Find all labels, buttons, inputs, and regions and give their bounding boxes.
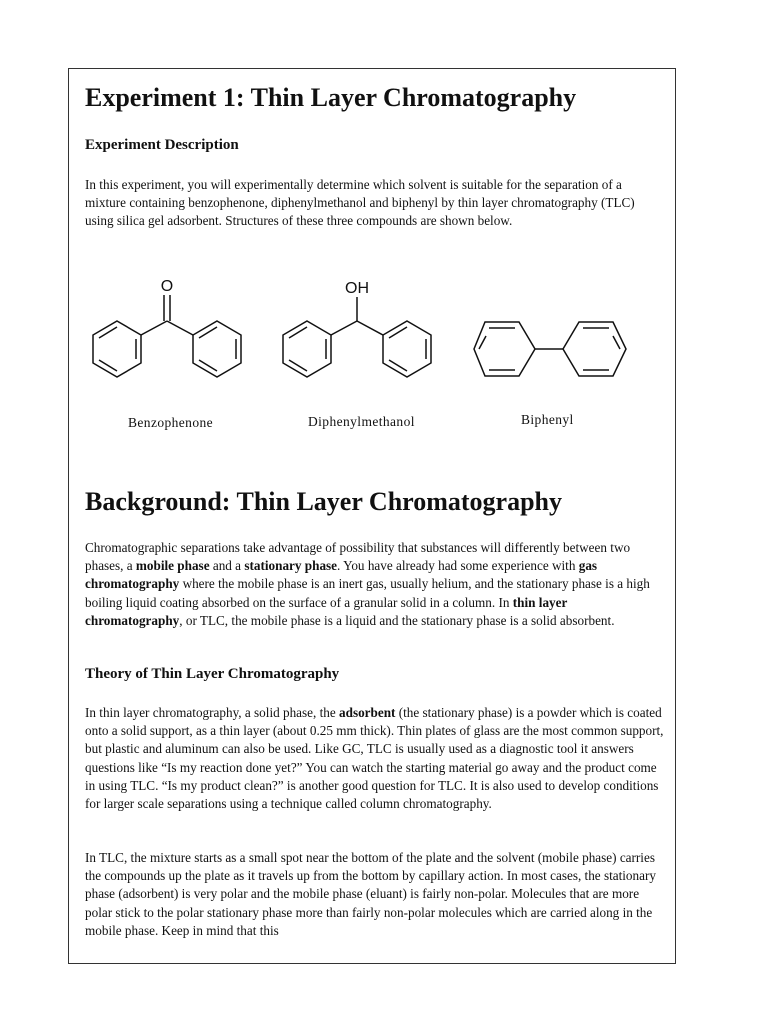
benzophenone-structure	[89, 279, 261, 389]
thin-layer-chromatography-term: thin layer chromatography	[85, 594, 568, 628]
experiment-description-heading: Experiment Description	[85, 137, 239, 153]
text-run: In thin layer chromatography, a solid phase, the	[85, 705, 340, 720]
experiment-title: Experiment 1: Thin Layer Chromatography	[85, 83, 577, 112]
theory-paragraph-2: In TLC, the mixture starts as a small spot near the bottom of the plate and the solvent (mobile phase) carries the compounds up the plate as it travels up from the bottom by capillary action. In most cases, the stationary phase (adsorbent) is very polar and the mobile phase (eluant) is fairly non-polar. Molecules that are more polar stick to the polar stationary phase more than fairly non-polar molecules which are carried along in the mobile phase. Keep in mind that this	[85, 850, 656, 938]
benzophenone-caption: Benzophenone	[128, 415, 214, 430]
experiment-description-paragraph: In this experiment, you will experimentally determine which solvent is suitable for the separation of a mixture containing benzophenone, diphenylmethanol and biphenyl by thin layer chromatography (TLC) using silica gel adsorbent. Structures of these three compounds are shown below.	[85, 177, 635, 229]
adsorbent-term: adsorbent	[339, 705, 396, 720]
background-title: Background: Thin Layer Chromatography	[85, 487, 563, 516]
text-run: . You have already had some experience with	[337, 558, 579, 574]
biphenyl-caption: Biphenyl	[521, 412, 574, 427]
mobile-phase-term: mobile phase	[135, 558, 210, 574]
document-page	[68, 68, 676, 964]
gas-chromatography-term: gas chromatography	[85, 558, 598, 592]
benzophenone-oxygen-label: O	[160, 279, 174, 295]
background-paragraph	[85, 539, 665, 630]
text-run: and a	[209, 558, 245, 574]
theory-heading: Theory of Thin Layer Chromatography	[85, 666, 340, 682]
text-run: (the stationary phase) is a powder which is coated onto a solid support, as a thin layer (about 0.25 mm thick). Thin plates of glass are the most common support, but plastic and aluminum can also be used. Like GC, TLC is usually used as a diagnostic tool it answers questions like “Is my reaction done yet?” You can watch the starting material go away and the product come in using TLC. “Is my product clean?” is another good question for TLC. It is also used to develop conditions for larger scale separations using a technique called column chromatography.	[85, 705, 664, 812]
theory-paragraph-1	[85, 704, 665, 813]
diphenylmethanol-structure	[279, 275, 451, 389]
text-run: where the mobile phase is an inert gas, usually helium, and the stationary phase is a high boiling liquid coating absorbed on the surface of a granular solid in a column. In	[85, 576, 650, 610]
diphenylmethanol-caption: Diphenylmethanol	[308, 414, 415, 429]
biphenyl-structure	[471, 317, 629, 383]
text-run: Chromatographic separations take advantage of possibility that substances will differently between two phases, a	[85, 540, 631, 574]
text-run: , or TLC, the mobile phase is a liquid and the stationary phase is a solid absorbent.	[179, 612, 615, 628]
diphenylmethanol-hydroxyl-label: OH	[345, 280, 369, 297]
stationary-phase-term: stationary phase	[244, 558, 338, 574]
